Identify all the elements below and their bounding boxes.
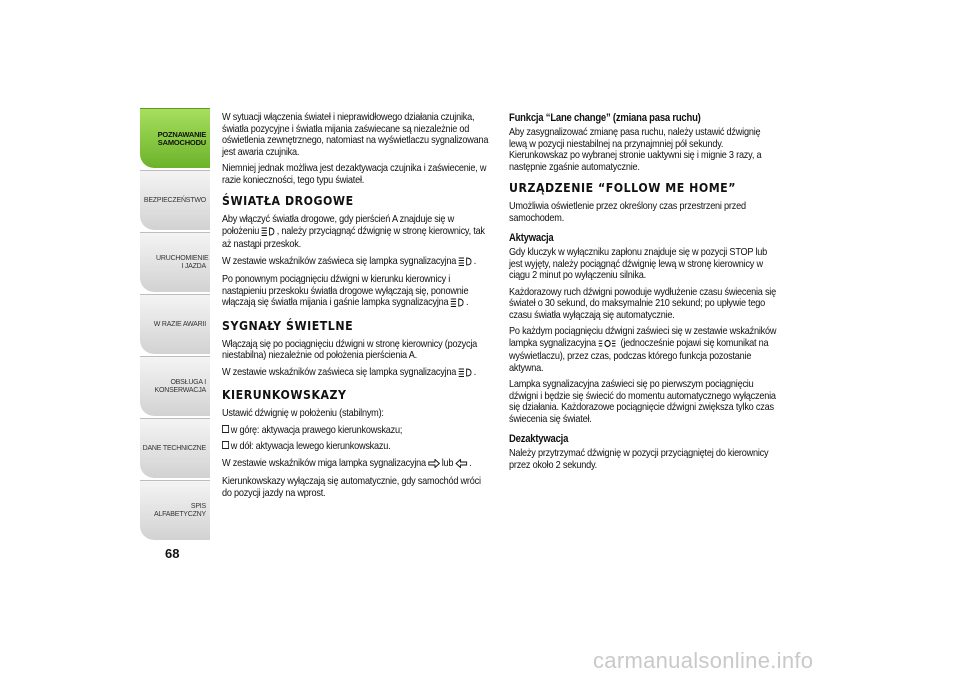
paragraph: W zestawie wskaźników miga lampka sygnalizacyjna lub . bbox=[222, 458, 490, 472]
paragraph: Ustawić dźwignię w położeniu (stabilnym): bbox=[222, 408, 384, 419]
paragraph: Lampka sygnalizacyjna zaświeci się po pierwszym pociągnięciu dźwigni i będzie się świecić do momentu automatycznego wyłączenia się działania. Każdorazowe pociągnięcie dźwigni zwiększa tylko czas świecenia się świateł. bbox=[509, 379, 776, 425]
high-beam-icon bbox=[458, 368, 472, 381]
paragraph: Po każdym pociągnięciu dźwigni zaświeci się w zestawie wskaźników lampka sygnalizacyjna (jednocześnie pojawi się komunikat na wyświetlaczu), przez czas, podczas którego funkcja pozostanie aktywna. bbox=[509, 326, 777, 374]
high-beam-icon bbox=[450, 298, 464, 311]
page-number: 68 bbox=[165, 546, 180, 561]
heading-follow-me-home: URZĄDZENIE “FOLLOW ME HOME” bbox=[509, 180, 736, 195]
paragraph: Kierunkowskazy wyłączają się automatycznie, gdy samochód wróci do pozycji jazdy na wprost. bbox=[222, 476, 481, 499]
list-item: w dół: aktywacja lewego kierunkowskazu. bbox=[222, 441, 490, 453]
heading-kierunkowskazy: KIERUNKOWSKAZY bbox=[222, 387, 347, 402]
paragraph: Gdy kluczyk w wyłączniku zapłonu znajduje się w pozycji STOP lub jest wyjęty, należy pociągnąć dźwignię lewą w stronę kierownicy w ciągu 2 minut po wyłączeniu silnika. bbox=[509, 247, 767, 281]
heading-sygnaly-swietlne: SYGNAŁY ŚWIETLNE bbox=[222, 317, 354, 333]
paragraph: W sytuacji włączenia świateł i nieprawidłowego działania czujnika, światła pozycyjne i światła mijania zaświecane są niezależnie od oświetlenia zewnętrznego, natomiast na wyświetlaczu sygnalizowana jest awaria czujnika. bbox=[222, 112, 489, 158]
paragraph: Włączają się po pociągnięciu dźwigni w stronę kierownicy (pozycja niestabilna) niezależnie od położenia pierścienia A. bbox=[222, 338, 478, 361]
tab-bezpieczenstwo[interactable]: BEZPIECZEŃSTWO bbox=[140, 170, 210, 230]
heading-dezaktywacja: Dezaktywacja bbox=[509, 433, 569, 445]
paragraph: Każdorazowy ruch dźwigni powoduje wydłużenie czasu świecenia się świateł o 30 sekund, do maksymalnie 210 sekund; po upływie tego czasu światła wyłączają się automatycznie. bbox=[509, 286, 776, 321]
tab-obsluga-i-konserwacja[interactable]: OBSŁUGA I KONSERWACJA bbox=[140, 356, 210, 416]
tab-w-razie-awarii[interactable]: W RAZIE AWARII bbox=[140, 294, 210, 354]
chapter-tabs bbox=[140, 108, 210, 544]
left-arrow-icon bbox=[455, 459, 467, 472]
paragraph: W zestawie wskaźników zaświeca się lampka sygnalizacyjna . bbox=[222, 367, 490, 381]
paragraph: W zestawie wskaźników zaświeca się lampka sygnalizacyjna . bbox=[222, 256, 490, 270]
paragraph: Należy przytrzymać dźwignię w pozycji przyciągniętej do kierownicy przez około 2 sekundy. bbox=[509, 448, 769, 471]
tab-dane-techniczne[interactable]: DANE TECHNICZNE bbox=[140, 418, 210, 478]
paragraph: Niemniej jednak możliwa jest dezaktywacja czujnika i zaświecenie, w razie konieczności, tego typu świateł. bbox=[222, 163, 487, 186]
checkbox-bullet-icon bbox=[222, 425, 229, 433]
paragraph: Aby włączyć światła drogowe, gdy pierścień A znajduje się w położeniu , należy przyciągnąć dźwignię w stronę kierownicy, tak aż nastąpi przeskok. bbox=[222, 214, 485, 250]
paragraph: Umożliwia oświetlenie przez określony czas przestrzeni przed samochodem. bbox=[509, 201, 746, 224]
high-beam-icon bbox=[261, 227, 275, 240]
tab-spis-alfabetyczny[interactable]: SPIS ALFABETYCZNY bbox=[140, 480, 210, 540]
checkbox-bullet-icon bbox=[222, 441, 229, 449]
high-beam-icon bbox=[458, 257, 472, 270]
paragraph: Po ponownym pociągnięciu dźwigni w kierunku kierownicy i nastąpieniu przeskoku światła drogowe wyłączają się, ponownie włączają się światła mijania i gaśnie lampka sygnalizacyjna . bbox=[222, 274, 490, 311]
watermark: carmanualsonline.info bbox=[593, 648, 814, 673]
right-column bbox=[509, 112, 777, 476]
heading-swiatla-drogowe: ŚWIATŁA DROGOWE bbox=[222, 193, 354, 208]
right-arrow-icon bbox=[428, 459, 440, 472]
heading-lane-change: Funkcja “Lane change” (zmiana pasa ruchu) bbox=[509, 112, 701, 124]
paragraph: Aby zasygnalizować zmianę pasa ruchu, należy ustawić dźwignię lewą w pozycji niestabilnej na przynajmniej pół sekundy. Kierunkowskaz po wybranej stronie uaktywni się i mignie 3 razy, a następnie zgaśnie automatycznie. bbox=[509, 127, 762, 173]
heading-aktywacja: Aktywacja bbox=[509, 232, 554, 244]
tab-uruchomienie-i-jazda[interactable]: URUCHOMIENIE I JAZDA bbox=[140, 232, 210, 292]
left-column bbox=[222, 112, 490, 504]
tab-poznawanie-samochodu[interactable]: POZNAWANIE SAMOCHODU bbox=[140, 108, 210, 168]
follow-me-home-icon bbox=[598, 339, 619, 352]
list-item: w górę: aktywacja prawego kierunkowskazu; bbox=[222, 425, 490, 437]
